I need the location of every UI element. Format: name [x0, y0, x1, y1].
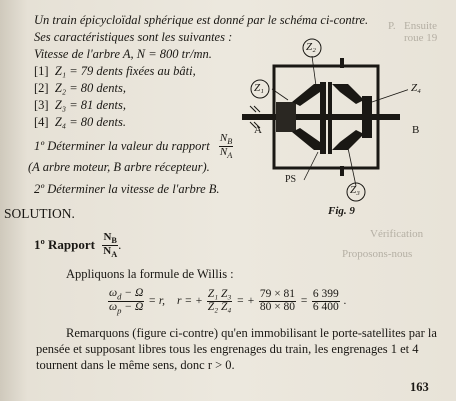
fraction-denominator: Z₂ Z₄ — [207, 300, 232, 313]
remark-line: tournent dans le même sens, donc r > 0. — [36, 358, 235, 372]
label-b: B — [412, 124, 420, 136]
leader-line — [304, 152, 318, 180]
solution-heading: SOLUTION. — [4, 206, 75, 221]
label-z1: Z₁ — [254, 82, 264, 94]
question-2: 2º Déterminer la vitesse de l'arbre B. — [34, 182, 220, 196]
gear-right — [362, 96, 372, 138]
question-1-text: 1º Déterminer la valeur du rapport — [34, 138, 210, 153]
solution-step-1-title: 1º Rapport — [34, 236, 95, 252]
bleed-text: Ensuite — [404, 20, 437, 32]
formula-text: r = + — [176, 295, 203, 308]
result-fraction — [312, 289, 340, 313]
question-1 — [34, 133, 233, 161]
willis-intro: Appliquons la formule de Willis : — [66, 267, 234, 281]
item-text: Z₂ = 80 dents, — [54, 81, 126, 95]
leader-line — [312, 56, 316, 86]
item-text: Z₄ = 80 dents. — [54, 115, 126, 129]
solution-step-1: 1º Rapport $\frac{N_B}{N_A}$ . — [34, 231, 122, 260]
teeth-fraction — [207, 289, 233, 313]
remark-line: Remarquons (figure ci-contre) qu'en immobilisant le porte-satellites par la — [66, 326, 437, 340]
formula-text: = r, — [148, 295, 165, 308]
intro-line: Ses caractéristiques sont les suivantes : — [34, 30, 233, 44]
formula-text: = — [300, 295, 308, 308]
fraction-numerator: $\omega_d - \Omega$ — [109, 287, 144, 302]
item-row — [34, 81, 126, 96]
fraction-numerator: 6 399 — [312, 288, 339, 301]
gear-upper-right — [332, 84, 364, 104]
omega-fraction — [108, 288, 144, 315]
bleed-text: Vérification — [370, 228, 424, 240]
fraction-denominator: 80 × 80 — [259, 300, 296, 313]
remark-line: pensée et supposant libres tous les engrenages du train, les engrenages 1 et 4 — [36, 342, 419, 356]
label-z4: Z₄ — [411, 82, 421, 94]
item-number: [2] — [34, 81, 49, 95]
fraction-numerator: Z₁ Z₃ — [207, 288, 232, 301]
speed-line: Vitesse de l'arbre A, N = 800 tr/mn. — [34, 47, 212, 61]
question-1-note: (A arbre moteur, B arbre récepteur). — [28, 160, 210, 174]
fraction-denominator: $\omega_p - \Omega$ — [109, 300, 144, 316]
fraction-denominator: $N_A$ — [103, 245, 118, 260]
item-text: Z₁ = 79 dents fixées au bâti, — [54, 64, 196, 78]
bleed-text: Proposons-nous — [342, 248, 413, 260]
item-text: Z₃ = 81 dents, — [54, 98, 126, 112]
label-ps: PS — [285, 174, 297, 185]
formula-text: = + — [236, 295, 255, 308]
item-row — [34, 98, 126, 113]
bleed-text: P. — [388, 20, 396, 32]
fraction-denominator: 6 400 — [312, 300, 339, 313]
fraction-numerator: $N_B$ — [219, 132, 233, 147]
label-z2: Z₂ — [306, 41, 316, 53]
carrier-plate — [320, 82, 326, 154]
gear-upper-left — [292, 84, 320, 106]
gear-lower-right — [332, 130, 364, 150]
bearing-top — [340, 58, 344, 68]
bleed-text: roue 19 — [404, 32, 438, 44]
item-number: [3] — [34, 98, 49, 112]
willis-formula — [108, 288, 347, 315]
formula-text: . — [343, 295, 347, 308]
fraction-numerator: 79 × 81 — [259, 288, 296, 301]
label-a: A — [254, 124, 262, 136]
label-z3: Z₃ — [350, 184, 360, 196]
item-row — [34, 64, 196, 79]
gear-lower-left — [292, 128, 320, 150]
fraction-numerator: $N_B$ — [103, 231, 117, 246]
left-hub — [276, 102, 296, 132]
intro-line: Un train épicycloïdal sphérique est donné par le schéma ci-contre. — [34, 13, 369, 27]
figure-caption: Fig. 9 — [328, 205, 355, 217]
numeric-fraction — [259, 289, 296, 313]
carrier-plate — [328, 82, 332, 154]
bearing-bottom — [340, 166, 344, 176]
item-number: [1] — [34, 64, 49, 78]
item-row — [34, 115, 126, 130]
page-number: 163 — [410, 380, 429, 394]
fraction-denominator: $N_A$ — [219, 146, 233, 161]
ratio-fraction — [102, 232, 118, 260]
item-number: [4] — [34, 115, 49, 129]
